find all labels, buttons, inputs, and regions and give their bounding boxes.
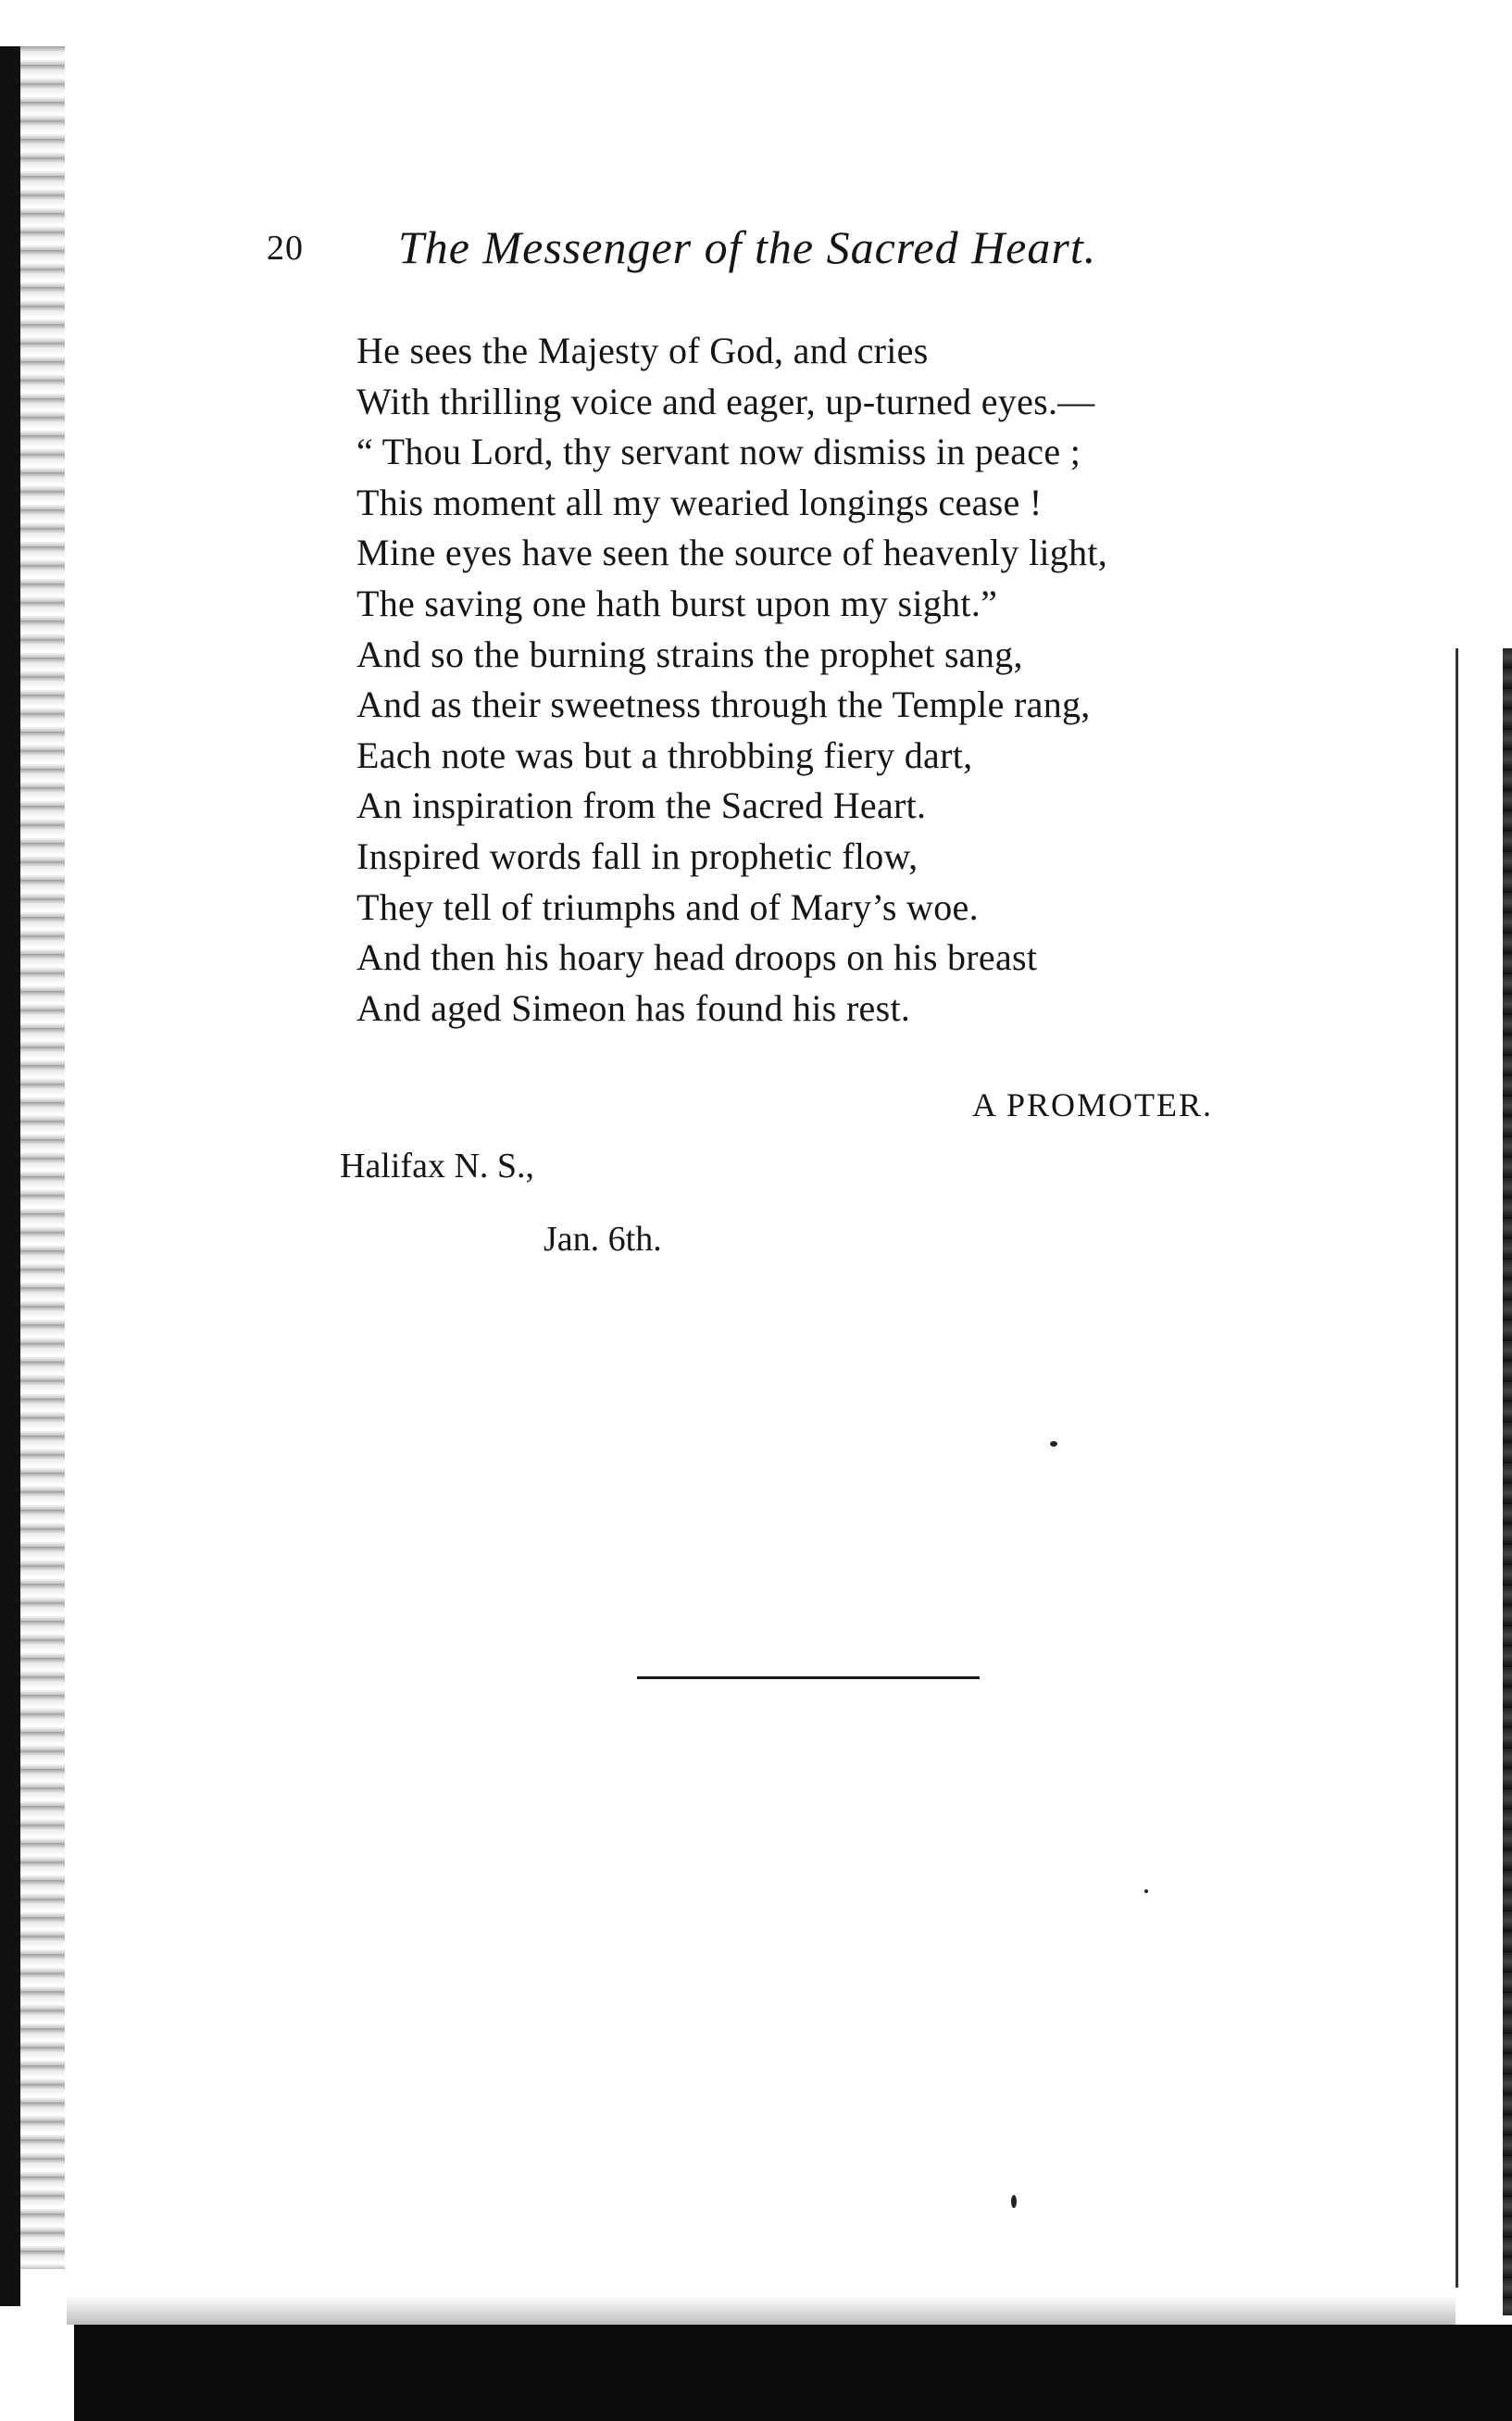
scan-bottom-fade bbox=[67, 2295, 1456, 2325]
poem-line: An inspiration from the Sacred Heart. bbox=[356, 784, 927, 827]
author-signature: A PROMOTER. bbox=[972, 1086, 1214, 1123]
poem-line: And then his hoary head droops on his breast bbox=[356, 936, 1038, 979]
scan-right-edge-shadow bbox=[1503, 648, 1512, 2315]
poem-line: He sees the Majesty of God, and cries bbox=[356, 330, 929, 371]
poem-line: And as their sweetness through the Temple rang, bbox=[356, 684, 1091, 726]
scan-speck bbox=[1144, 1889, 1148, 1893]
running-header bbox=[267, 220, 1304, 285]
scan-speck bbox=[1050, 1441, 1057, 1447]
scan-edge-texture bbox=[20, 46, 65, 2269]
scan-bottom-shadow bbox=[74, 2325, 1512, 2421]
scan-speck bbox=[1011, 2195, 1017, 2208]
poem bbox=[356, 326, 1356, 1034]
poem-line: This moment all my wearied longings cease ! bbox=[356, 481, 1043, 523]
poem-line: And aged Simeon has found his rest. bbox=[356, 986, 911, 1029]
poem-line: And so the burning strains the prophet sang, bbox=[356, 633, 1023, 675]
poem-line: With thrilling voice and eager, up-turned eyes.— bbox=[356, 380, 1095, 422]
poem-line: They tell of triumphs and of Mary’s woe. bbox=[356, 885, 979, 928]
scan-binding-shadow bbox=[0, 46, 20, 2306]
poem-line: The saving one hath burst upon my sight.” bbox=[356, 582, 998, 624]
poem-line: Inspired words fall in prophetic flow, bbox=[356, 834, 918, 877]
poem-line: Each note was but a throbbing fiery dart, bbox=[356, 734, 973, 776]
running-title: The Messenger of the Sacred Heart. bbox=[398, 221, 1097, 273]
scan-right-edge-line bbox=[1456, 648, 1458, 2288]
poem-line: Mine eyes have seen the source of heavenly light, bbox=[356, 532, 1108, 574]
date-line: Jan. 6th. bbox=[544, 1220, 662, 1259]
poem-line: “ Thou Lord, thy servant now dismiss in peace ; bbox=[356, 431, 1081, 473]
place-line: Halifax N. S., bbox=[340, 1147, 535, 1185]
section-divider bbox=[637, 1676, 980, 1679]
page-number: 20 bbox=[267, 229, 304, 268]
